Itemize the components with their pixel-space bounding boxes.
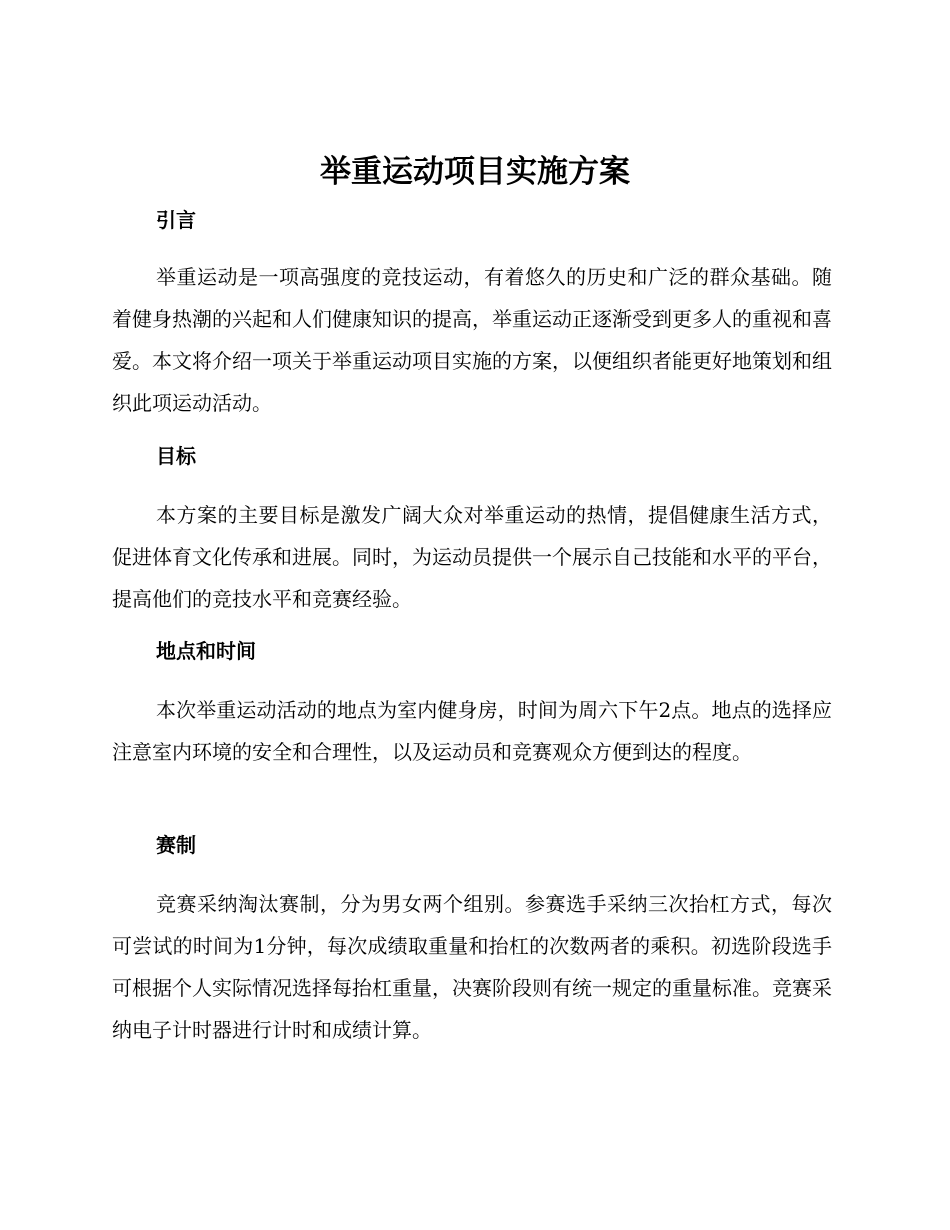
section-body-competition-format: 竞赛采纳淘汰赛制，分为男女两个组别。参赛选手采纳三次抬杠方式，每次可尝试的时间为1分钟，每次成绩取重量和抬杠的次数两者的乘积。初选阶段选手可根据个人实际情况选择每抬杠重量，决赛阶段则有统一规定的重量标准。竞赛采纳电子计时器进行计时和成绩计算。 — [112, 892, 832, 1042]
section-body-goals: 本方案的主要目标是激发广阔大众对举重运动的热情，提倡健康生活方式，促进体育文化传承和进展。同时，为运动员提供一个展示自己技能和水平的平台，提高他们的竞技水平和竞赛经验。 — [112, 503, 832, 611]
section-body-venue-time: 本次举重运动活动的地点为室内健身房，时间为周六下午2点。地点的选择应注意室内环境的安全和合理性，以及运动员和竞赛观众方便到达的程度。 — [112, 698, 832, 764]
section-heading-goals: 目标 — [156, 444, 196, 468]
page-title: 举重运动项目实施方案 — [320, 154, 630, 190]
section-heading-competition-format: 赛制 — [156, 833, 196, 857]
section-heading-venue-time: 地点和时间 — [156, 639, 256, 663]
section-heading-introduction: 引言 — [156, 208, 196, 232]
section-venue-time — [112, 637, 832, 773]
section-introduction — [112, 206, 832, 424]
section-body-introduction: 举重运动是一项高强度的竞技运动，有着悠久的历史和广泛的群众基础。随着健身热潮的兴起和人们健康知识的提高，举重运动正逐渐受到更多人的重视和喜爱。本文将介绍一项关于举重运动项目实施的方案，以便组织者能更好地策划和组织此项运动活动。 — [112, 265, 832, 415]
section-goals — [112, 442, 832, 620]
section-competition-format — [112, 831, 832, 1051]
